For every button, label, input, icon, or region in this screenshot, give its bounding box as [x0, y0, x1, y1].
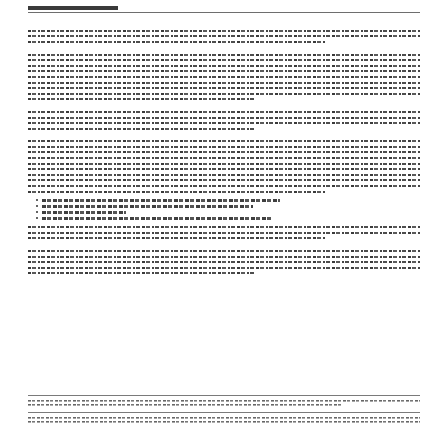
- list-item: [36, 215, 420, 221]
- bullet-list: [36, 197, 420, 221]
- footer-rule: [28, 412, 420, 413]
- footer-text: [28, 416, 420, 424]
- document-body: [28, 28, 420, 278]
- paragraph-5: [28, 224, 420, 241]
- paragraph-1: [28, 28, 420, 45]
- paragraph-3: [28, 109, 420, 131]
- footnote-rule: [28, 395, 420, 396]
- header-rule: [28, 12, 420, 13]
- paragraph-2: [28, 52, 420, 102]
- paragraph-4: [28, 139, 420, 195]
- header-title-rule: [28, 6, 118, 10]
- paragraph-6: [28, 248, 420, 276]
- footnotes: [28, 399, 420, 407]
